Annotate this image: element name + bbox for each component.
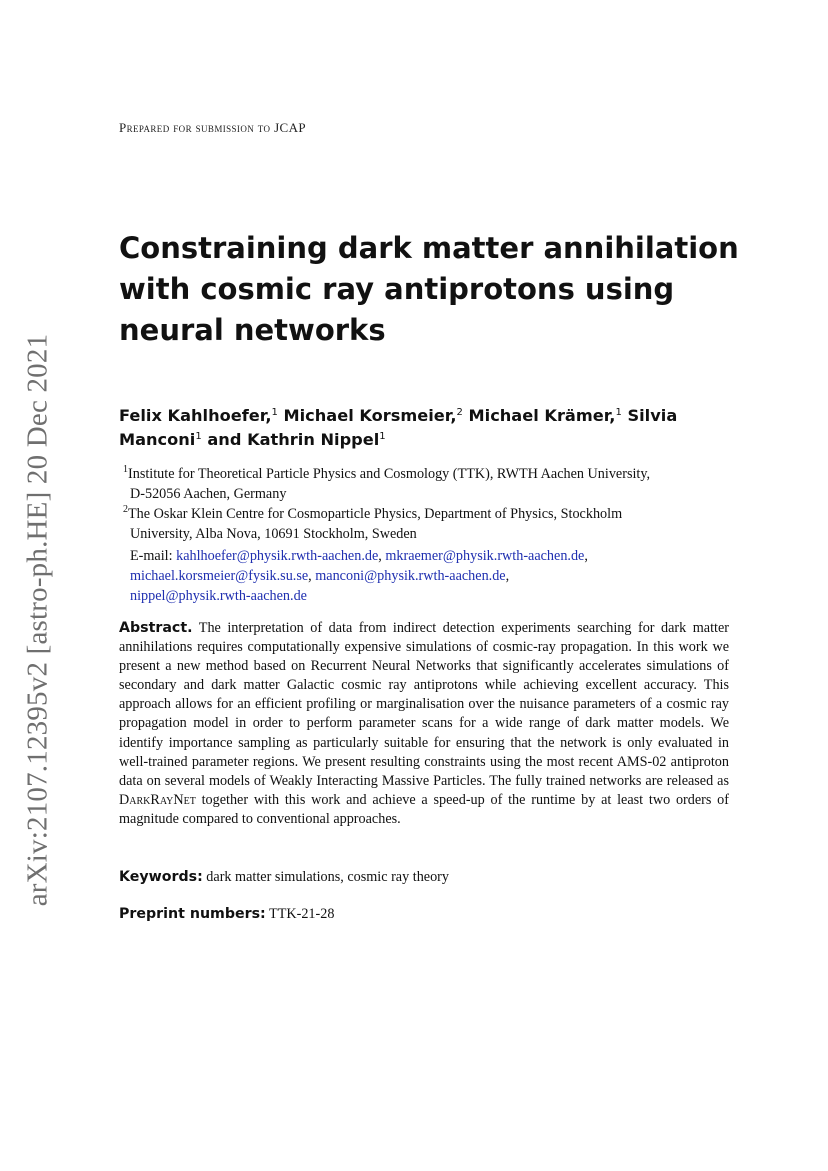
submission-note: Prepared for submission to JCAP [119, 120, 307, 135]
email-block: E-mail: kahlhoefer@physik.rwth-aachen.de, mkraemer@physik.rwth-aachen.de, michael.korsmeier@fysik.su.se, manconi@physik.rwth-aachen.de, nippel@physik.rwth-aachen.de [130, 548, 588, 604]
email-label: E-mail: [130, 548, 173, 564]
author-name: Michael Krämer, [468, 406, 616, 425]
affiliation-mark: 1 [615, 407, 622, 418]
email-link[interactable]: manconi@physik.rwth-aachen.de [315, 568, 506, 584]
affiliation-text: Institute for Theoretical Particle Physics and Cosmology (TTK), RWTH Aachen University, [128, 466, 651, 482]
keywords [119, 867, 449, 887]
affiliation-2 [123, 504, 733, 544]
abstract-text: The interpretation of data from indirect detection experiments searching for dark matter annihilations requires computationally expensive simulations of cosmic-ray propagation. In this work we present a new method based on Recurrent Neural Networks that significantly accelerates simulations of secondary and dark matter Galactic cosmic ray antiprotons while achieving excellent accuracy. This approach allows for an efficient profiling or marginalisation over the nuisance parameters of a cosmic ray propagation model in order to perform parameter scans for a wide range of dark matter models. We identify importance sampling as particularly suitable for ensuring that the network is only evaluated in well-trained parameter regions. We present resulting constraints using the most recent AMS-02 antiproton data on several models of Weakly Interacting Massive Particles. The fully trained networks are released as [119, 620, 729, 789]
arxiv-identifier: arXiv:2107.12395v2 [astro-ph.HE] 20 Dec 2021 [21, 333, 54, 907]
author-name: Kathrin Nippel [247, 430, 380, 449]
paper-title [119, 228, 759, 351]
title-line: Constraining dark matter annihilation [119, 231, 739, 265]
preprint-text: TTK-21-28 [269, 906, 335, 922]
email-link[interactable]: mkraemer@physik.rwth-aachen.de [385, 548, 585, 564]
abstract-label: Abstract. [119, 620, 193, 636]
preprint-label: Preprint numbers: [119, 906, 266, 922]
affiliation-text: The Oskar Klein Centre for Cosmoparticle Physics, Department of Physics, Stockholm [128, 506, 623, 522]
author-conjunction: and [207, 430, 242, 449]
affiliation-text: D-52056 Aachen, Germany [130, 486, 287, 502]
affiliation-mark: 1 [379, 431, 386, 442]
preprint-numbers [119, 904, 334, 924]
email-link[interactable]: nippel@physik.rwth-aachen.de [130, 588, 307, 604]
author-name: Felix Kahlhoefer, [119, 406, 272, 425]
email-link[interactable]: michael.korsmeier@fysik.su.se [130, 568, 309, 584]
author-list [119, 404, 739, 452]
keywords-label: Keywords: [119, 869, 203, 885]
affiliation-mark: 1 [195, 431, 202, 442]
abstract-text: together with this work and achieve a speed-up of the runtime by at least two orders of magnitude compared to conventional approaches. [119, 791, 729, 827]
email-link[interactable]: kahlhoefer@physik.rwth-aachen.de [176, 548, 379, 564]
keywords-text: dark matter simulations, cosmic ray theory [206, 869, 449, 885]
title-line: with cosmic ray antiprotons using [119, 272, 675, 306]
affiliation-number: 2 [123, 504, 128, 515]
affiliation-text: University, Alba Nova, 10691 Stockholm, Sweden [130, 526, 417, 542]
author-name: Silvia Manconi [119, 406, 678, 449]
affiliation-number: 1 [123, 464, 128, 475]
tool-name: DarkRayNet [119, 791, 196, 808]
affiliation-mark: 1 [271, 407, 278, 418]
affiliation-mark: 2 [456, 407, 463, 418]
title-line: neural networks [119, 313, 386, 347]
author-name: Michael Korsmeier, [283, 406, 457, 425]
affiliation-1 [123, 464, 733, 504]
abstract [119, 619, 729, 829]
